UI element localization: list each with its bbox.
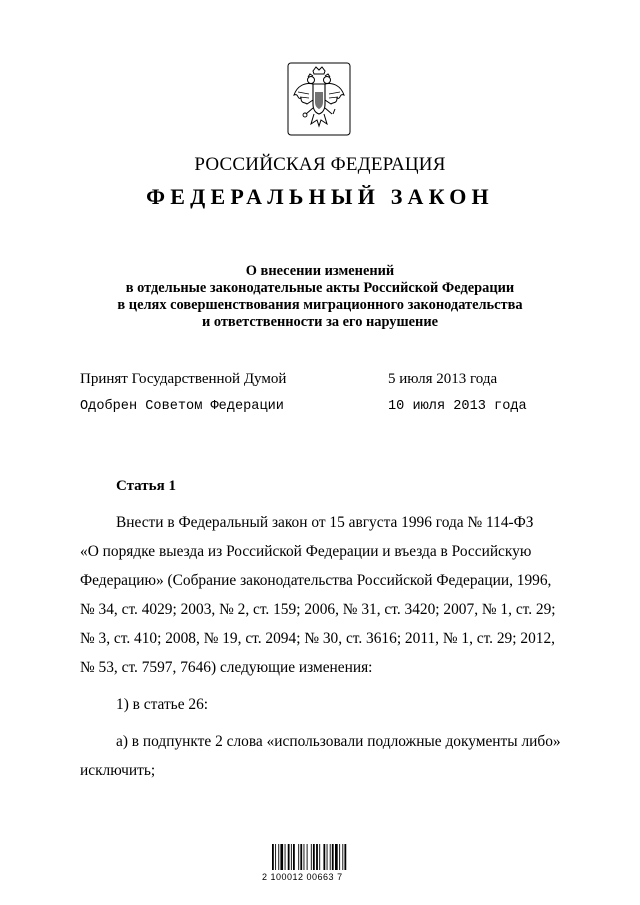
- barcode: [270, 836, 370, 872]
- article-body: [80, 508, 560, 785]
- item-a-line: а) в подпункте 2 слова «использовали подложные документы либо»: [116, 733, 561, 750]
- duma-label: Принят Государственной Думой: [80, 371, 287, 387]
- law-title-line: в целях совершенствования миграционного законодательства: [117, 297, 523, 313]
- article-line: «О порядке выезда из Российской Федерации и въезда в Российскую: [80, 543, 532, 560]
- council-label: Одобрен Советом Федерации: [80, 399, 284, 414]
- law-title-line: и ответственности за его нарушение: [201, 314, 439, 330]
- item-1: 1) в статье 26:: [116, 696, 209, 713]
- article-line: № 3, ст. 410; 2008, № 19, ст. 2094; № 30, ст. 3616; 2011, № 1, ст. 29; 2012,: [80, 630, 556, 647]
- item-a-line: исключить;: [80, 762, 156, 779]
- barcode-number: 2 100012 00663 7: [262, 872, 343, 882]
- council-date: 10 июля 2013 года: [388, 399, 527, 414]
- law-title-line: О внесении изменений: [245, 263, 395, 279]
- coat-of-arms-emblem: [287, 62, 351, 136]
- article-line: № 34, ст. 4029; 2003, № 2, ст. 159; 2006, № 31, ст. 3420; 2007, № 1, ст. 29;: [80, 601, 556, 618]
- article-line: Внести в Федеральный закон от 15 августа 1996 года № 114-ФЗ: [116, 514, 534, 531]
- law-title: [0, 263, 640, 331]
- law-title-line: в отдельные законодательные акты Российской Федерации: [125, 280, 515, 296]
- article-heading: Статья 1: [116, 478, 176, 494]
- law-type-heading: ФЕДЕРАЛЬНЫЙ ЗАКОН: [146, 184, 494, 209]
- article-line: Федерацию» (Собрание законодательства Российской Федерации, 1996,: [80, 572, 552, 589]
- duma-date: 5 июля 2013 года: [388, 371, 498, 387]
- article-line: № 53, ст. 7597, 7646) следующие изменения:: [80, 659, 373, 676]
- country-name: РОССИЙСКАЯ ФЕДЕРАЦИЯ: [194, 154, 446, 175]
